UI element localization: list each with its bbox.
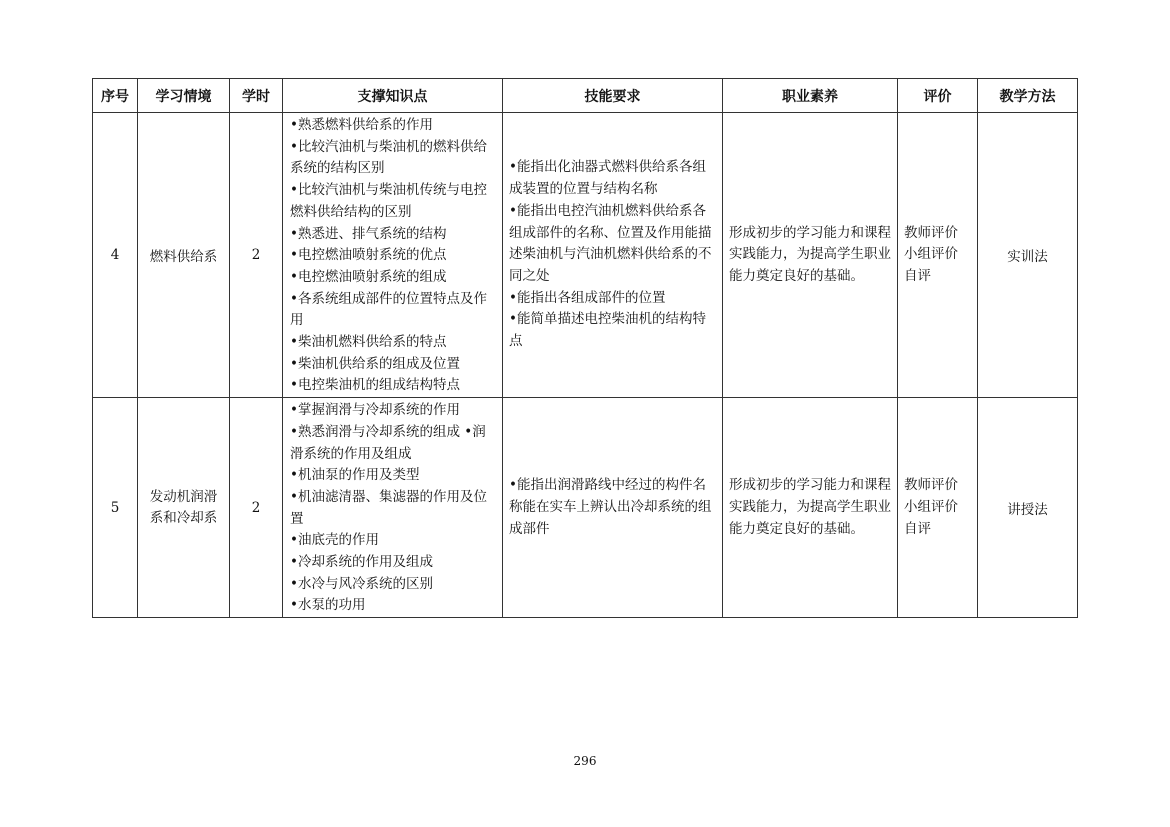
curriculum-table: [92, 78, 1078, 618]
knowledge-item: •油底壳的作用: [290, 532, 379, 549]
knowledge-item: •机油泵的作用及类型: [290, 467, 420, 484]
row-knowledge: [283, 113, 503, 398]
header-hours: 学时: [230, 79, 283, 113]
knowledge-item: •掌握润滑与冷却系统的作用: [290, 402, 460, 419]
skill-item: •能简单描述电控柴油机的结构特点: [509, 311, 706, 350]
row-literacy: [723, 113, 898, 398]
header-knowledge: 支撑知识点: [283, 79, 503, 113]
row-situation: 燃料供给系: [138, 113, 230, 398]
header-skills: 技能要求: [503, 79, 723, 113]
knowledge-item: •电控燃油喷射系统的组成: [290, 268, 447, 285]
row-method: 实训法: [978, 113, 1078, 398]
row-hours: 2: [230, 113, 283, 398]
evaluation-text: 教师评价 小组评价 自评: [904, 477, 958, 537]
situation-text: 发动机润滑系和冷却系: [149, 488, 218, 526]
row-index: 4: [93, 113, 138, 398]
header-index: 序号: [93, 79, 138, 113]
knowledge-item: •熟悉燃料供给系的作用: [290, 117, 433, 133]
knowledge-item: •比较汽油机与柴油机的燃料供给系统的结构区别: [290, 138, 487, 177]
row-hours: 2: [230, 398, 283, 618]
knowledge-item: •各系统组成部件的位置特点及作用: [290, 290, 487, 329]
header-literacy: 职业素养: [723, 79, 898, 113]
skill-item: •能指出电控汽油机燃料供给系各组成部件的名称、位置及作用能描述柴油机与汽油机燃料供给系的不同之处: [509, 202, 712, 284]
skill-item: •能指出化油器式燃料供给系各组成装置的位置与结构名称: [509, 159, 706, 198]
literacy-text: 形成初步的学习能力和课程实践能力，为提高学生职业能力奠定良好的基础。: [729, 477, 891, 537]
knowledge-item: •水冷与风冷系统的区别: [290, 575, 433, 592]
header-row: [93, 79, 1078, 113]
row-situation: [138, 398, 230, 618]
literacy-text: 形成初步的学习能力和课程实践能力，为提高学生职业能力奠定良好的基础。: [729, 224, 891, 284]
knowledge-item: •比较汽油机与柴油机传统与电控燃料供给结构的区别: [290, 182, 487, 220]
knowledge-item: •电控燃油喷射系统的优点: [290, 247, 447, 264]
row-method: 讲授法: [978, 398, 1078, 618]
row-evaluation: [898, 113, 978, 398]
knowledge-item: •熟悉润滑与冷却系统的组成 •润滑系统的作用及组成: [290, 423, 486, 462]
row-evaluation: [898, 398, 978, 618]
knowledge-item: •水泵的功用: [290, 597, 366, 614]
table-row: [93, 113, 1078, 398]
knowledge-item: •熟悉进、排气系统的结构: [290, 225, 447, 242]
row-literacy: [723, 398, 898, 618]
evaluation-text: 教师评价 小组评价 自评: [904, 224, 958, 284]
knowledge-item: •机油滤清器、集滤器的作用及位置: [290, 488, 487, 527]
skill-item: •能指出润滑路线中经过的构件名称能在实车上辨认出冷却系统的组成部件: [509, 477, 712, 537]
row-knowledge: [283, 398, 503, 618]
row-skills: [503, 113, 723, 398]
knowledge-item: •柴油机供给系的组成及位置: [290, 355, 460, 372]
knowledge-item: •柴油机燃料供给系的特点: [290, 334, 447, 351]
table-row: [93, 398, 1078, 618]
header-evaluation: 评价: [898, 79, 978, 113]
knowledge-item: •电控柴油机的组成结构特点: [290, 377, 460, 394]
page-number: 296: [573, 754, 597, 768]
skill-item: •能指出各组成部件的位置: [509, 289, 666, 306]
row-skills: [503, 398, 723, 618]
header-method: 教学方法: [978, 79, 1078, 113]
knowledge-item: •冷却系统的作用及组成: [290, 554, 433, 571]
header-situation: 学习情境: [138, 79, 230, 113]
row-index: 5: [93, 398, 138, 618]
